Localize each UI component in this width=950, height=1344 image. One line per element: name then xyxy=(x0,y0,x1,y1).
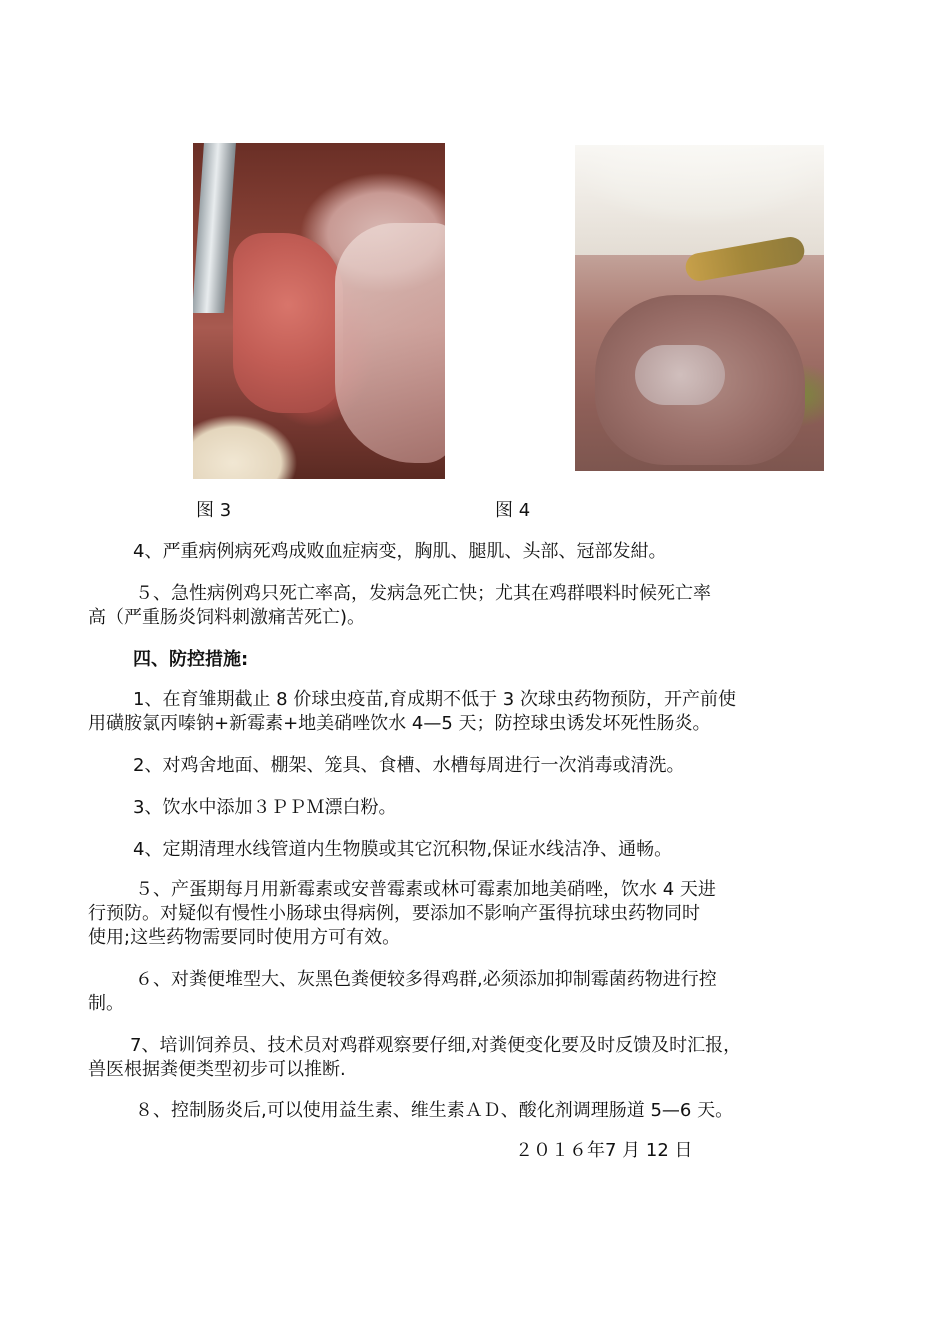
measure-4: 4、定期清理水线管道内生物膜或其它沉积物,保证水线洁净、通畅。 xyxy=(133,839,673,860)
intestine-tissue-shape xyxy=(233,233,343,413)
measure-1-line2: 用磺胺氯丙嗪钠+新霉素+地美硝唑饮水 4—5 天；防控球虫诱发坏死性肠炎。 xyxy=(88,713,711,734)
figure-3-caption: 图 3 xyxy=(196,500,232,521)
figure-3-photo xyxy=(193,143,445,479)
figure-4-photo xyxy=(575,145,824,471)
measure-8: ８、控制肠炎后,可以使用益生素、维生素ＡＤ、酸化剂调理肠道 5—6 天。 xyxy=(135,1100,734,1121)
document-date: ２０１６年7 月 12 日 xyxy=(515,1140,693,1161)
measure-5-line1: ５、产蛋期每月用新霉素或安普霉素或林可霉素加地美硝唑，饮水 4 天进 xyxy=(135,879,716,900)
measure-1-line1: 1、在育雏期截止 8 价球虫疫苗,育成期不低于 3 次球虫药物预防，开产前使 xyxy=(133,689,736,710)
symptom-5-line1: ５、急性病例鸡只死亡率高，发病急死亡快；尤其在鸡群喂料时候死亡率 xyxy=(135,583,711,604)
figure-4-caption: 图 4 xyxy=(495,500,531,521)
section-heading-prevention: 四、防控措施: xyxy=(133,649,249,670)
measure-6-line1: ６、对粪便堆型大、灰黑色粪便较多得鸡群,必须添加抑制霉菌药物进行控 xyxy=(135,969,717,990)
measure-7-line1: 7、培训饲养员、技术员对鸡群观察要仔细,对粪便变化要及时反馈及时汇报， xyxy=(130,1035,742,1056)
symptom-5-line2: 高（严重肠炎饲料刺激痛苦死亡)。 xyxy=(88,607,366,628)
scissors-blade-shape xyxy=(193,143,236,313)
measure-3: 3、饮水中添加３ＰＰＭ漂白粉。 xyxy=(133,797,397,818)
measure-2: 2、对鸡舍地面、棚架、笼具、食槽、水槽每周进行一次消毒或清洗。 xyxy=(133,755,685,776)
gloved-hand-shape xyxy=(335,223,445,463)
measure-5-line3: 使用;这些药物需要同时使用方可有效。 xyxy=(88,927,401,948)
measure-7-line2: 兽医根据粪便类型初步可以推断. xyxy=(88,1059,346,1080)
symptom-4: 4、严重病例病死鸡成败血症病变，胸肌、腿肌、头部、冠部发紺。 xyxy=(133,541,667,562)
measure-6-line2: 制。 xyxy=(88,993,124,1014)
measure-5-line2: 行预防。对疑似有慢性小肠球虫得病例，要添加不影响产蛋得抗球虫药物同时 xyxy=(88,903,700,924)
organ-shape xyxy=(635,345,725,405)
